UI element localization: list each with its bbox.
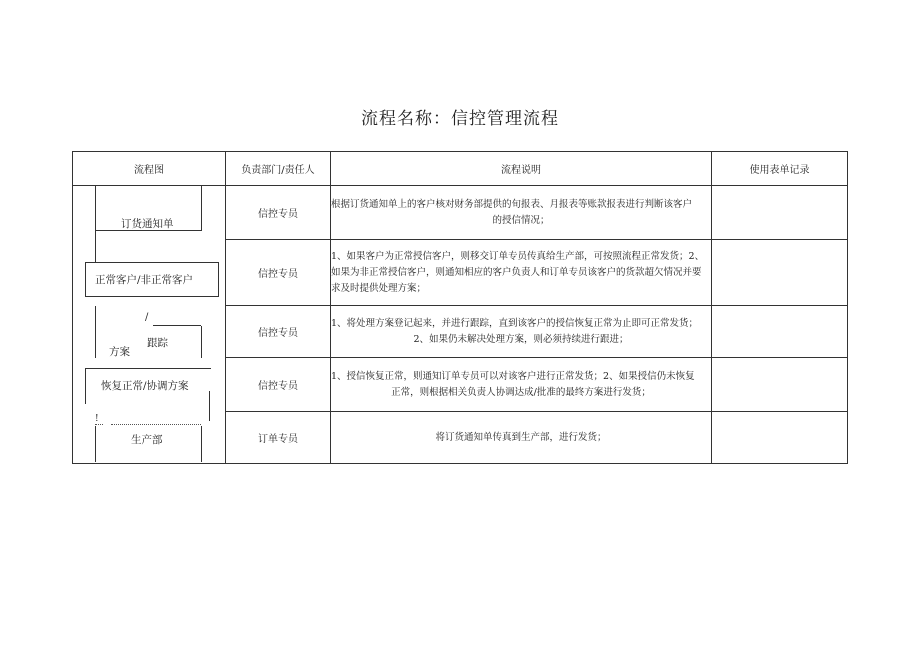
desc-line: 正常，则根据相关负责人协调达成/批准的最终方案进行发货； <box>391 386 651 398</box>
header-forms: 使用表单记录 <box>712 152 848 186</box>
desc-cell <box>331 306 712 358</box>
flow-mark: ! <box>95 414 99 424</box>
desc-line: 如果为非正常授信客户，则通知相应的客户负责人和订单专员该客户的货款超欠情况并要 <box>331 266 702 278</box>
desc-line: 1、如果客户为正常授信客户，则移交订单专员传真给生产部，可按照流程正常发货；2、 <box>331 250 705 262</box>
connector-line <box>95 186 96 230</box>
flow-step-production: 生产部 <box>131 434 163 446</box>
forms-cell <box>712 306 848 358</box>
desc-line: 的授信情况； <box>492 214 550 226</box>
header-flow: 流程图 <box>73 152 226 186</box>
page-title: 流程名称：信控管理流程 <box>361 109 559 129</box>
desc-line: 1、将处理方案登记起来，并进行跟踪，直到该客户的授信恢复正常为止即可正常发货； <box>331 317 699 329</box>
connector-line <box>153 325 201 326</box>
desc-line: 求及时提供处理方案； <box>331 282 427 294</box>
connector-line <box>85 368 86 404</box>
desc-cell <box>331 412 712 464</box>
forms-cell <box>712 412 848 464</box>
connector-line <box>201 426 202 462</box>
header-dept: 负责部门/责任人 <box>226 152 331 186</box>
desc-line: 2、如果仍未解决处理方案，则必须持续进行跟进； <box>413 333 629 345</box>
connector-line <box>95 424 103 425</box>
flow-step-track: 跟踪 <box>147 337 168 349</box>
connector-line <box>95 426 96 462</box>
connector-line <box>111 424 201 425</box>
dept-cell: 订单专员 <box>226 412 331 464</box>
table-row <box>73 186 848 240</box>
connector-line <box>201 326 202 358</box>
forms-cell <box>712 186 848 240</box>
dept-cell: 信控专员 <box>226 186 331 240</box>
dept-cell: 信控专员 <box>226 358 331 412</box>
forms-cell <box>712 358 848 412</box>
flow-step-recover: 恢复正常/协调方案 <box>101 380 189 392</box>
desc-line: 将订货通知单传真到生产部，进行发货； <box>435 431 607 443</box>
desc-line: 根据订货通知单上的客户核对财务部提供的旬报表、月报表等账款报表进行判断该客户 <box>331 198 693 210</box>
flowchart-cell <box>73 186 226 464</box>
connector-line <box>201 186 202 230</box>
dept-cell: 信控专员 <box>226 306 331 358</box>
flow-step-order-notice: 订货通知单 <box>121 218 174 230</box>
connector-line <box>209 391 210 421</box>
dept-cell: 信控专员 <box>226 240 331 306</box>
flow-step-plan: 方案 <box>109 346 130 358</box>
header-desc: 流程说明 <box>331 152 712 186</box>
forms-cell <box>712 240 848 306</box>
table-header-row <box>73 152 848 186</box>
connector-line <box>95 230 96 262</box>
flow-mark: / <box>145 312 149 323</box>
flowchart <box>73 186 224 462</box>
desc-cell <box>331 186 712 240</box>
process-table <box>72 151 848 464</box>
desc-line: 1、授信恢复正常，则通知订单专员可以对该客户进行正常发货；2、如果授信仍未恢复 <box>331 370 695 382</box>
connector-line <box>85 368 211 369</box>
flow-step-customer-type: 正常客户/非正常客户 <box>95 274 194 286</box>
connector-line <box>95 306 96 358</box>
desc-cell <box>331 358 712 412</box>
desc-cell <box>331 240 712 306</box>
